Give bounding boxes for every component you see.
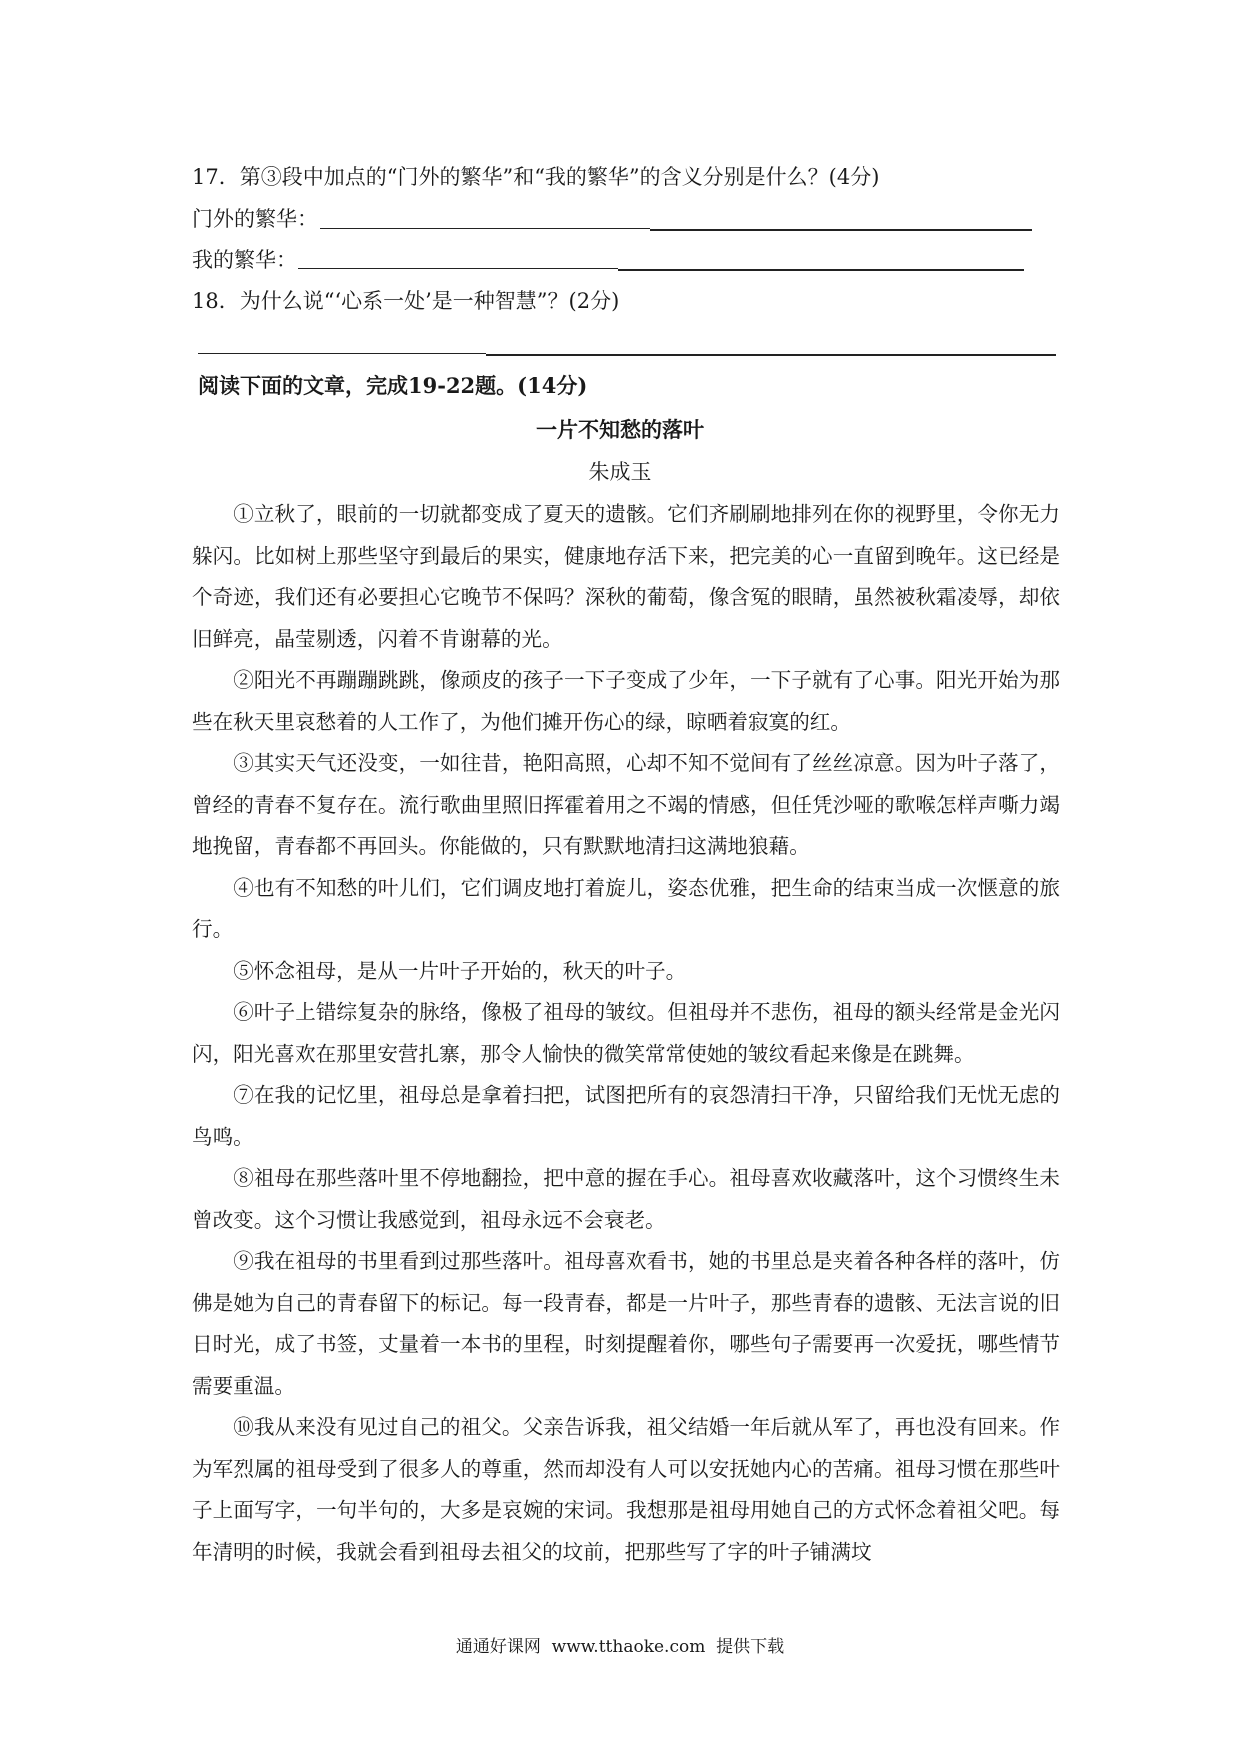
paragraph: ②阳光不再蹦蹦跳跳，像顽皮的孩子一下子变成了少年，一下子就有了心事。阳光开始为那些在秋天里哀愁着的人工作了，为他们摊开伤心的绿，晾晒着寂寞的红。: [192, 668, 1060, 734]
answer-line-2b: [618, 269, 1024, 271]
question-18: 18．为什么说“‘心系一处’是一种智慧”？(2分): [192, 289, 620, 313]
page-footer: 通通好课网 www.tthaoke.com 提供下载: [455, 1637, 785, 1657]
answer-label-my-prosperity: 我的繁华：: [192, 248, 297, 272]
question-17: 17．第③段中加点的“门外的繁华”和“我的繁华”的含义分别是什么？(4分): [192, 165, 880, 189]
article-title: 一片不知愁的落叶: [536, 417, 704, 442]
paragraph: ⑨我在祖母的书里看到过那些落叶。祖母喜欢看书，她的书里总是夹着各种各样的落叶，仿佛是她为自己的青春留下的标记。每一段青春，都是一片叶子，那些青春的遗骸、无法言说的旧日时光，成了书签，丈量着一本书的里程，时刻提醒着你，哪些句子需要再一次爱抚，哪些情节需要重温。: [192, 1249, 1060, 1398]
answer-line-1a: [320, 228, 650, 229]
answer-label-outside-prosperity: 门外的繁华：: [192, 207, 318, 231]
reading-section-heading: 阅读下面的文章，完成19-22题。(14分): [198, 373, 588, 398]
paragraph: ③其实天气还没变，一如往昔，艳阳高照，心却不知不觉间有了丝丝凉意。因为叶子落了，曾经的青春不复存在。流行歌曲里照旧挥霍着用之不竭的情感，但任凭沙哑的歌喉怎样声嘶力竭地挽留，青春都不再回头。你能做的，只有默默地清扫这满地狼藉。: [192, 751, 1060, 858]
answer-line-1b: [650, 229, 1032, 231]
paragraph: ⑤怀念祖母，是从一片叶子开始的，秋天的叶子。: [233, 958, 687, 983]
paragraph: ①立秋了，眼前的一切就都变成了夏天的遗骸。它们齐刷刷地排列在你的视野里，令你无力躲闪。比如树上那些坚守到最后的果实，健康地存活下来，把完美的心一直留到晚年。这已经是个奇迹，我们还有必要担心它晚节不保吗？深秋的葡萄，像含冤的眼睛，虽然被秋霜凌辱，却依旧鲜亮，晶莹剔透，闪着不肯谢幕的光。: [192, 502, 1060, 651]
paragraph: ⑥叶子上错综复杂的脉络，像极了祖母的皱纹。但祖母并不悲伤，祖母的额头经常是金光闪闪，阳光喜欢在那里安营扎寨，那令人愉快的微笑常常使她的皱纹看起来像是在跳舞。: [192, 1000, 1060, 1066]
answer-line-3b: [486, 354, 1056, 356]
paragraph: ⑦在我的记忆里，祖母总是拿着扫把，试图把所有的哀怨清扫干净，只留给我们无忧无虑的鸟鸣。: [192, 1083, 1060, 1149]
article-author: 朱成玉: [588, 460, 652, 484]
answer-line-3a: [198, 353, 486, 354]
article-body: [192, 494, 1060, 1573]
paragraph: ④也有不知愁的叶儿们，它们调皮地打着旋儿，姿态优雅，把生命的结束当成一次惬意的旅行。: [192, 875, 1060, 941]
paragraph: ⑧祖母在那些落叶里不停地翻捡，把中意的握在手心。祖母喜欢收藏落叶，这个习惯终生未曾改变。这个习惯让我感觉到，祖母永远不会衰老。: [192, 1166, 1060, 1232]
answer-line-2a: [298, 268, 618, 269]
paragraph: ⑩我从来没有见过自己的祖父。父亲告诉我，祖父结婚一年后就从军了，再也没有回来。作为军烈属的祖母受到了很多人的尊重，然而却没有人可以安抚她内心的苦痛。祖母习惯在那些叶子上面写字，一句半句的，大多是哀婉的宋词。我想那是祖母用她自己的方式怀念着祖父吧。每年清明的时候，我就会看到祖母去祖父的坟前，把那些写了字的叶子铺满坟: [192, 1415, 1060, 1564]
